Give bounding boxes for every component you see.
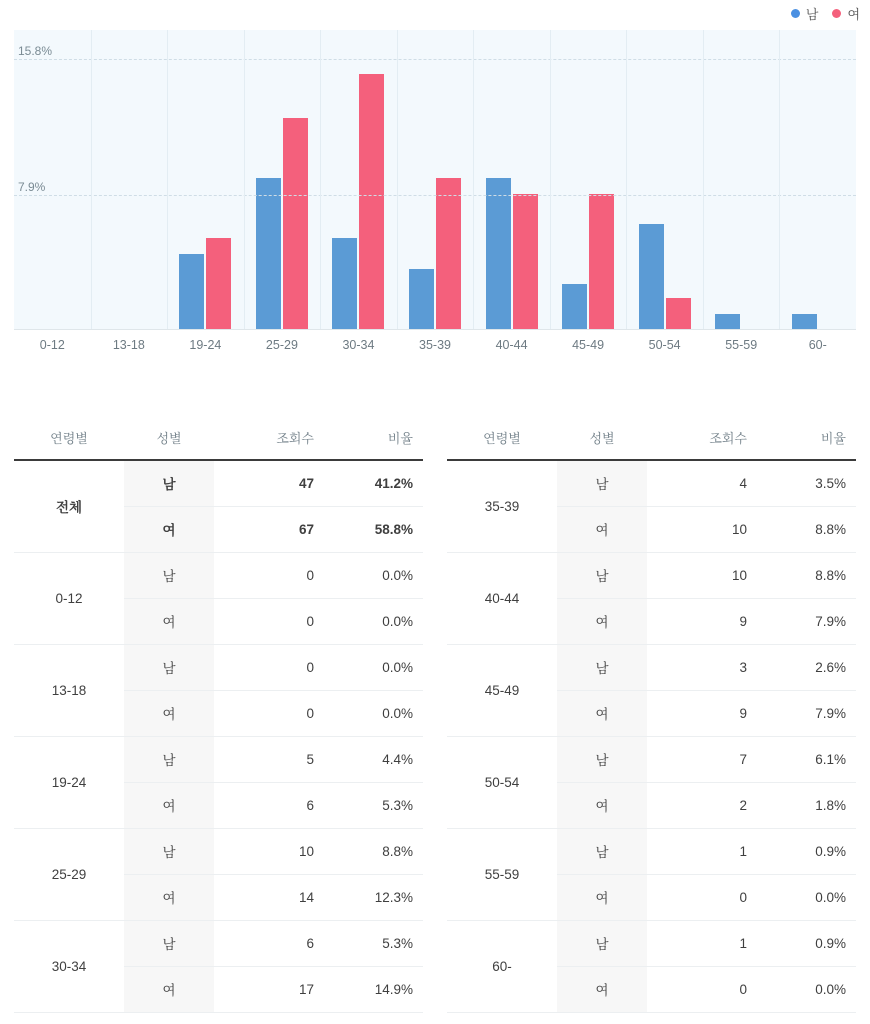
cell-views: 7 xyxy=(647,736,757,782)
cell-rate: 5.3% xyxy=(324,920,423,966)
chart-column-separator xyxy=(320,30,321,329)
cell-views: 2 xyxy=(647,782,757,828)
cell-rate: 8.8% xyxy=(324,828,423,874)
cell-gender: 남 xyxy=(557,644,647,690)
col-header-views: 조회수 xyxy=(647,420,757,460)
cell-age-group: 전체 xyxy=(14,460,124,552)
chart-bar-group xyxy=(320,30,397,329)
cell-rate: 0.9% xyxy=(757,920,856,966)
chart-bar-남[interactable] xyxy=(562,284,587,329)
cell-views: 0 xyxy=(647,966,757,1012)
chart-y-tick-label: 15.8% xyxy=(18,44,53,59)
cell-age-group: 0-12 xyxy=(14,552,124,644)
cell-rate: 0.0% xyxy=(324,644,423,690)
chart-x-tick-label: 25-29 xyxy=(265,338,298,352)
cell-gender: 여 xyxy=(124,598,214,644)
cell-gender: 남 xyxy=(557,552,647,598)
chart-bar-여[interactable] xyxy=(589,194,614,329)
cell-views: 0 xyxy=(214,552,324,598)
chart-column-separator xyxy=(550,30,551,329)
stats-table-right xyxy=(447,420,856,1013)
cell-rate: 8.8% xyxy=(757,552,856,598)
cell-views: 17 xyxy=(214,966,324,1012)
table-row xyxy=(14,736,423,782)
table-row xyxy=(447,736,856,782)
table-row xyxy=(14,644,423,690)
chart-bar-남[interactable] xyxy=(486,178,511,329)
cell-views: 9 xyxy=(647,690,757,736)
cell-views: 6 xyxy=(214,920,324,966)
chart-bar-남[interactable] xyxy=(179,254,204,329)
table-row xyxy=(447,552,856,598)
chart-x-tick-label: 0-12 xyxy=(39,338,65,352)
chart-column-separator xyxy=(703,30,704,329)
cell-views: 4 xyxy=(647,460,757,506)
cell-age-group: 19-24 xyxy=(14,736,124,828)
cell-gender: 여 xyxy=(124,690,214,736)
col-header-views: 조회수 xyxy=(214,420,324,460)
cell-views: 6 xyxy=(214,782,324,828)
col-header-rate: 비율 xyxy=(324,420,423,460)
cell-age-group: 13-18 xyxy=(14,644,124,736)
cell-views: 3 xyxy=(647,644,757,690)
chart-bar-group xyxy=(167,30,244,329)
legend-color-dot-icon xyxy=(832,9,841,18)
chart-x-tick-label: 45-49 xyxy=(572,338,605,352)
chart-x-tick-label: 13-18 xyxy=(112,338,145,352)
chart-plot-area xyxy=(14,30,856,330)
cell-views: 0 xyxy=(647,874,757,920)
chart-x-tick-label: 60- xyxy=(808,338,827,352)
cell-gender: 남 xyxy=(557,828,647,874)
chart-bar-group xyxy=(473,30,550,329)
table-row xyxy=(14,828,423,874)
cell-gender: 남 xyxy=(557,920,647,966)
chart-bar-group xyxy=(703,30,780,329)
chart-x-tick-label: 40-44 xyxy=(495,338,528,352)
cell-gender: 남 xyxy=(124,552,214,598)
chart-bar-남[interactable] xyxy=(639,224,664,329)
chart-bar-group xyxy=(91,30,168,329)
cell-views: 1 xyxy=(647,828,757,874)
cell-rate: 0.0% xyxy=(324,690,423,736)
legend-label: 남 xyxy=(805,7,819,22)
legend-item[interactable] xyxy=(791,4,819,23)
chart-x-tick-label: 50-54 xyxy=(648,338,681,352)
cell-rate: 7.9% xyxy=(757,690,856,736)
cell-gender: 여 xyxy=(124,966,214,1012)
chart-bar-여[interactable] xyxy=(206,238,231,329)
chart-bar-group xyxy=(550,30,627,329)
table-row xyxy=(14,460,423,506)
cell-views: 0 xyxy=(214,644,324,690)
cell-gender: 여 xyxy=(124,782,214,828)
cell-views: 5 xyxy=(214,736,324,782)
chart-gridline xyxy=(14,195,856,196)
chart-x-axis-labels xyxy=(14,330,856,360)
chart-gridline xyxy=(14,59,856,60)
table-row xyxy=(447,460,856,506)
cell-gender: 남 xyxy=(124,828,214,874)
chart-bar-group xyxy=(626,30,703,329)
chart-bar-남[interactable] xyxy=(256,178,281,329)
cell-gender: 여 xyxy=(124,874,214,920)
cell-views: 1 xyxy=(647,920,757,966)
chart-bar-여[interactable] xyxy=(359,74,384,329)
cell-gender: 남 xyxy=(124,644,214,690)
cell-gender: 여 xyxy=(557,506,647,552)
col-header-age: 연령별 xyxy=(14,420,124,460)
chart-bar-남[interactable] xyxy=(332,238,357,329)
cell-views: 0 xyxy=(214,598,324,644)
cell-rate: 6.1% xyxy=(757,736,856,782)
stats-tables xyxy=(14,420,856,1013)
cell-views: 67 xyxy=(214,506,324,552)
cell-rate: 7.9% xyxy=(757,598,856,644)
cell-rate: 0.0% xyxy=(324,598,423,644)
cell-age-group: 25-29 xyxy=(14,828,124,920)
cell-age-group: 45-49 xyxy=(447,644,557,736)
cell-views: 14 xyxy=(214,874,324,920)
cell-rate: 0.9% xyxy=(757,828,856,874)
table-row xyxy=(447,644,856,690)
chart-column-separator xyxy=(779,30,780,329)
cell-rate: 1.8% xyxy=(757,782,856,828)
chart-bar-여[interactable] xyxy=(513,194,538,329)
cell-age-group: 55-59 xyxy=(447,828,557,920)
cell-age-group: 50-54 xyxy=(447,736,557,828)
legend-label: 여 xyxy=(847,7,860,22)
cell-views: 47 xyxy=(214,460,324,506)
cell-age-group: 30-34 xyxy=(14,920,124,1012)
cell-views: 10 xyxy=(647,552,757,598)
cell-rate: 5.3% xyxy=(324,782,423,828)
chart-column-separator xyxy=(473,30,474,329)
chart-bar-남[interactable] xyxy=(409,269,434,329)
cell-gender: 여 xyxy=(557,966,647,1012)
cell-rate: 8.8% xyxy=(757,506,856,552)
chart-column-separator xyxy=(626,30,627,329)
cell-gender: 여 xyxy=(557,874,647,920)
stats-table-left xyxy=(14,420,423,1013)
cell-gender: 남 xyxy=(557,460,647,506)
cell-gender: 남 xyxy=(124,460,214,506)
cell-age-group: 60- xyxy=(447,920,557,1012)
table-row xyxy=(447,828,856,874)
cell-rate: 0.0% xyxy=(324,552,423,598)
chart-bar-여[interactable] xyxy=(666,298,691,329)
cell-gender: 여 xyxy=(124,506,214,552)
cell-rate: 0.0% xyxy=(757,966,856,1012)
cell-rate: 0.0% xyxy=(757,874,856,920)
cell-rate: 14.9% xyxy=(324,966,423,1012)
cell-gender: 남 xyxy=(557,736,647,782)
chart-bar-여[interactable] xyxy=(436,178,461,329)
cell-views: 0 xyxy=(214,690,324,736)
cell-gender: 여 xyxy=(557,598,647,644)
cell-gender: 남 xyxy=(124,736,214,782)
chart-legend xyxy=(791,4,860,23)
cell-gender: 남 xyxy=(124,920,214,966)
cell-rate: 41.2% xyxy=(324,460,423,506)
chart-column-separator xyxy=(397,30,398,329)
cell-rate: 58.8% xyxy=(324,506,423,552)
chart-column-separator xyxy=(91,30,92,329)
col-header-sex: 성별 xyxy=(124,420,214,460)
col-header-rate: 비율 xyxy=(757,420,856,460)
chart-bars xyxy=(14,30,856,329)
chart-x-tick-label: 55-59 xyxy=(725,338,758,352)
col-header-sex: 성별 xyxy=(557,420,647,460)
age-gender-bar-chart xyxy=(14,30,856,360)
table-row xyxy=(447,920,856,966)
chart-x-tick-label: 30-34 xyxy=(342,338,375,352)
chart-bar-group xyxy=(244,30,321,329)
cell-gender: 여 xyxy=(557,782,647,828)
chart-x-tick-label: 35-39 xyxy=(419,338,451,352)
cell-rate: 12.3% xyxy=(324,874,423,920)
chart-bar-group xyxy=(779,30,856,329)
legend-item[interactable] xyxy=(832,4,860,23)
cell-age-group: 40-44 xyxy=(447,552,557,644)
legend-color-dot-icon xyxy=(791,9,800,18)
cell-views: 10 xyxy=(214,828,324,874)
table-header-row xyxy=(14,420,423,460)
cell-views: 10 xyxy=(647,506,757,552)
chart-column-separator xyxy=(167,30,168,329)
cell-rate: 2.6% xyxy=(757,644,856,690)
cell-gender: 여 xyxy=(557,690,647,736)
chart-column-separator xyxy=(244,30,245,329)
cell-rate: 3.5% xyxy=(757,460,856,506)
table-row xyxy=(14,920,423,966)
cell-views: 9 xyxy=(647,598,757,644)
chart-bar-남[interactable] xyxy=(715,314,740,329)
table-header-row xyxy=(447,420,856,460)
cell-age-group: 35-39 xyxy=(447,460,557,552)
chart-bar-남[interactable] xyxy=(792,314,817,329)
chart-y-tick-label: 7.9% xyxy=(18,179,46,194)
table-row xyxy=(14,552,423,598)
col-header-age: 연령별 xyxy=(447,420,557,460)
cell-rate: 4.4% xyxy=(324,736,423,782)
chart-bar-여[interactable] xyxy=(283,118,308,329)
chart-bar-group xyxy=(397,30,474,329)
chart-x-tick-label: 19-24 xyxy=(189,338,222,352)
